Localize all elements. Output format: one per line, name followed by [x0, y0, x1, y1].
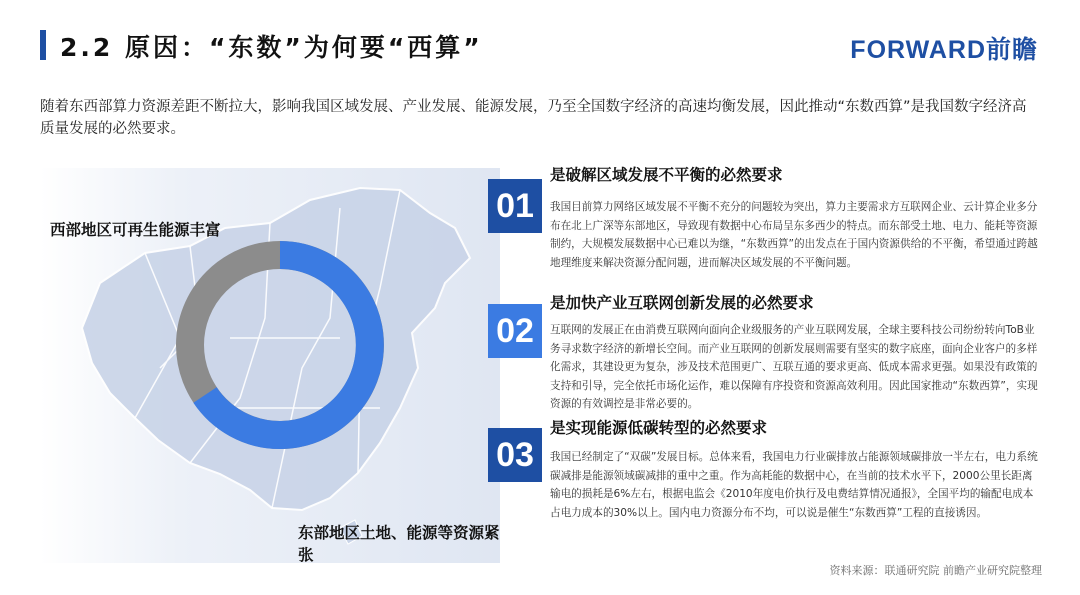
item-body: 互联网的发展正在由消费互联网向面向企业级服务的产业互联网发展，全球主要科技公司纷纷转向ToB业务寻求数字经济的新增长空间。而产业互联网的创新发展则需要有坚实的数字底座，面向企业客户的多样化需求，其建设更为复杂，涉及技术范围更广、互联互通的要求更高、低成本需求更强。如果没有政策的支持和引导，完全依托市场化运作，难以保障有序投资和资源高效利用。因此国家推动“东数西算”，实现资源的有效调控是非常必要的。: [550, 324, 1038, 410]
item-number-badge: 01: [488, 179, 542, 233]
item-number-badge: 03: [488, 428, 542, 482]
item-title: 是加快产业互联网创新发展的必然要求: [550, 294, 814, 312]
west-region-label: 西部地区可再生能源丰富: [50, 221, 221, 239]
item-body: 我国目前算力网络区域发展不平衡不充分的问题较为突出，算力主要需求方互联网企业、云计算企业多分布在北上广深等东部地区，导致现有数据中心布局呈东多西少的特点。而东部受土地、电力、能耗等资源制约，大规模发展数据中心已难以为继，“东数西算”的出发点在于国内资源供给的不平衡，希望通过跨越地理维度来解决资源分配问题，进而解决区域发展的不平衡问题。: [550, 201, 1038, 269]
forward-logo: FORWARD前瞻: [850, 36, 1038, 64]
east-region-label: 东部地区土地、能源等资源紧张: [298, 524, 500, 563]
intro-text: 随着东西部算力资源差距不断拉大，影响我国区域发展、产业发展、能源发展，乃至全国数字经济的高速均衡发展，因此推动“东数西算”是我国数字经济高质量发展的必然要求。: [40, 99, 1027, 137]
item-body: 我国已经制定了“双碳”发展目标。总体来看，我国电力行业碳排放占能源领域碳排放一半左右，电力系统碳减排是能源领域碳减排的重中之重。作为高耗能的数据中心，在当前的技术水平下，2000公里长距离输电的损耗是6%左右，根据电监会《2010年度电价执行及电费结算情况通报》，全国平均的输配电成本占电力成本的30%以上。国内电力资源分布不均，可以说是催生“东数西算”工程的直接诱因。: [550, 451, 1038, 519]
item-title: 是实现能源低碳转型的必然要求: [550, 419, 768, 437]
page-title: 2.2 原因：“东数”为何要“西算”: [60, 33, 483, 62]
item-title: 是破解区域发展不平衡的必然要求: [550, 166, 783, 184]
china-map-panel: [40, 168, 500, 563]
item-number-badge: 02: [488, 304, 542, 358]
title-accent-bar: [40, 30, 46, 60]
source-note: 资料来源：联通研究院 前瞻产业研究院整理: [829, 564, 1042, 577]
